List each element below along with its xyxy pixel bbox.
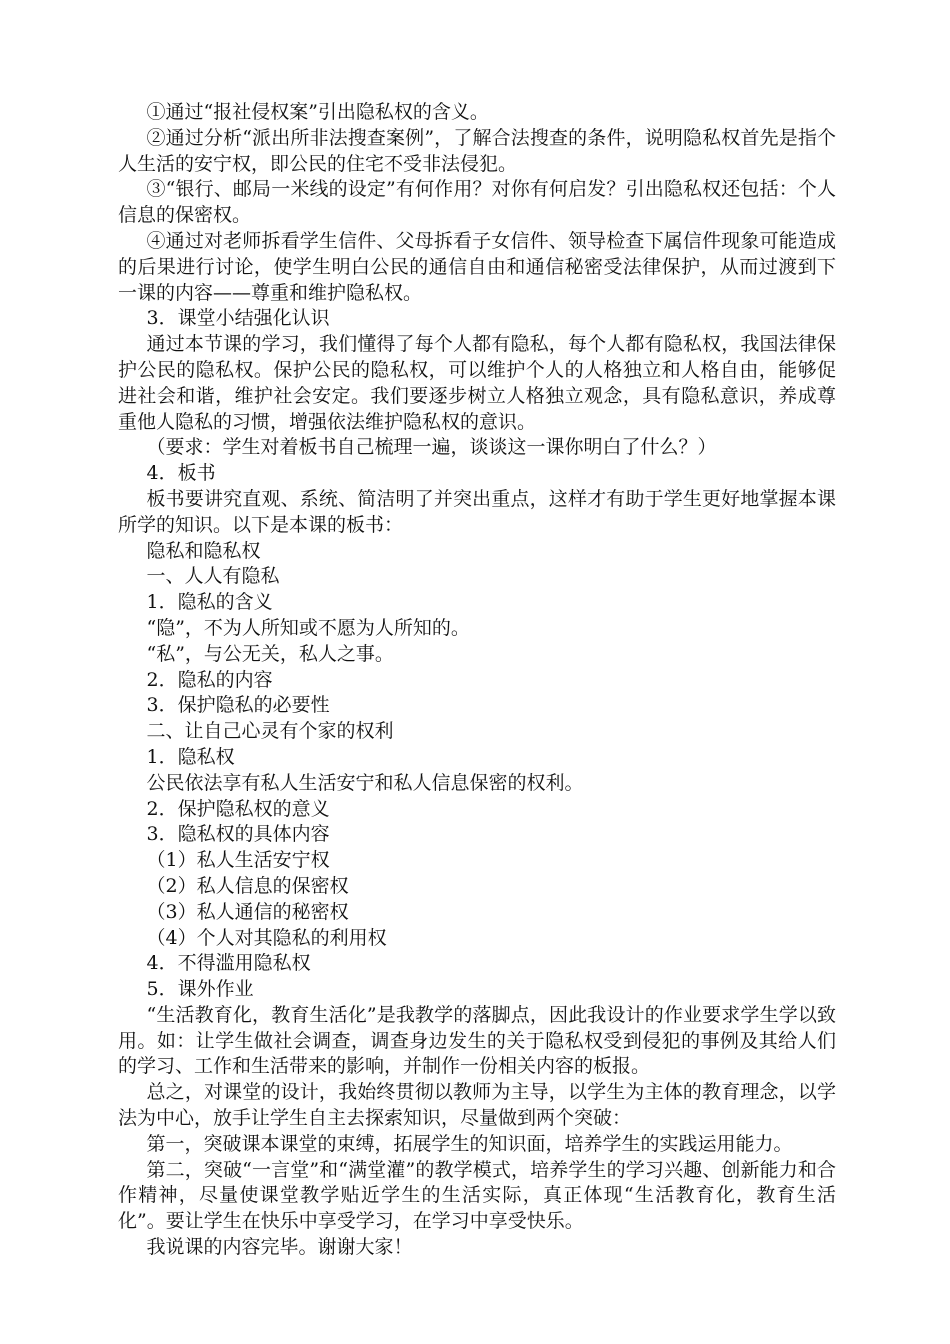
board-item: “私”，与公无关，私人之事。: [146, 642, 394, 665]
section-heading: 5．课外作业: [146, 978, 254, 1001]
paragraph: ③“银行、邮局一米线的设定”有何作用？对你有何启发？引出隐私权还包括：个人信息的保密权。: [118, 178, 836, 227]
section-heading: 4．板书: [146, 462, 216, 485]
board-item: 1．隐私权: [146, 745, 235, 768]
paragraph: ④通过对老师拆看学生信件、父母拆看子女信件、领导检查下属信件现象可能造成的后果进行讨论，使学生明白公民的通信自由和通信秘密受法律保护，从而过渡到下一课的内容——尊重和维护隐私权。: [118, 229, 836, 304]
board-item: 2．隐私的内容: [146, 668, 273, 691]
paragraph: 第一，突破课本课堂的束缚，拓展学生的知识面，培养学生的实践运用能力。: [146, 1132, 793, 1155]
board-item: 2．保护隐私权的意义: [146, 797, 330, 820]
board-item: 1．隐私的含义: [146, 591, 273, 614]
paragraph: 总之，对课堂的设计，我始终贯彻以教师为主导，以学生为主体的教育理念，以学法为中心，放手让学生自主去探索知识，尽量做到两个突破：: [118, 1081, 836, 1130]
board-item: （3）私人通信的秘密权: [146, 900, 349, 923]
paragraph: “生活教育化，教育生活化”是我教学的落脚点，因此我设计的作业要求学生学以致用。如：让学生做社会调查，调查身边发生的关于隐私权受到侵犯的事例及其给人们的学习、工作和生活带来的影响，并制作一份相关内容的板报。: [118, 1003, 836, 1078]
board-item: （4）个人对其隐私的利用权: [146, 926, 387, 949]
paragraph: ②通过分析“派出所非法搜查案例”，了解合法搜查的条件，说明隐私权首先是指个人生活的安宁权，即公民的住宅不受非法侵犯。: [118, 126, 836, 175]
board-item: 一、人人有隐私: [146, 565, 280, 588]
board-item: （1）私人生活安宁权: [146, 849, 330, 872]
paragraph: （要求：学生对着板书自己梳理一遍，谈谈这一课你明白了什么？）: [146, 436, 717, 459]
board-item: 3．保护隐私的必要性: [146, 694, 330, 717]
paragraph: 板书要讲究直观、系统、简洁明了并突出重点，这样才有助于学生更好地掌握本课所学的知识。以下是本课的板书：: [118, 487, 836, 536]
paragraph: 通过本节课的学习，我们懂得了每个人都有隐私，每个人都有隐私权，我国法律保护公民的隐私权。保护公民的隐私权，可以维护个人的人格独立和人格自由，能够促进社会和谐，维护社会安定。我们要逐步树立人格独立观念，具有隐私意识，养成尊重他人隐私的习惯，增强依法维护隐私权的意识。: [118, 333, 836, 433]
board-item: “隐”，不为人所知或不愿为人所知的。: [146, 616, 470, 639]
board-item: 3．隐私权的具体内容: [146, 823, 330, 846]
closing-line: 我说课的内容完毕。谢谢大家！: [146, 1236, 413, 1259]
board-item: （2）私人信息的保密权: [146, 874, 349, 897]
paragraph: ①通过“报社侵权案”引出隐私权的含义。: [146, 101, 489, 123]
section-heading: 3．课堂小结强化认识: [146, 307, 330, 330]
board-item: 4．不得滥用隐私权: [146, 952, 311, 975]
document-body: [118, 100, 836, 1261]
board-item: 公民依法享有私人生活安宁和私人信息保密的权利。: [146, 771, 584, 794]
paragraph: 第二，突破“一言堂”和“满堂灌”的教学模式，培养学生的学习兴趣、创新能力和合作精神，尽量使课堂教学贴近学生的生活实际，真正体现“生活教育化，教育生活化”。要让学生在快乐中享受学习，在学习中享受快乐。: [118, 1158, 836, 1233]
board-item: 二、让自己心灵有个家的权利: [146, 720, 394, 743]
board-title: 隐私和隐私权: [146, 539, 261, 562]
